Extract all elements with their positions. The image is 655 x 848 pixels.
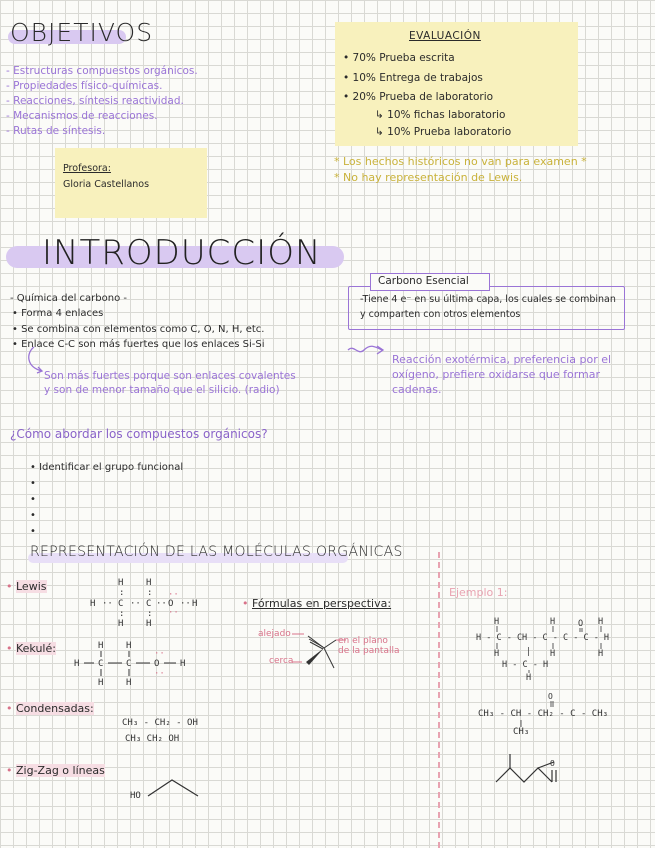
svg-text:··: ·· [102, 599, 113, 609]
eval-line: • 70% Prueba escrita [343, 52, 455, 64]
svg-text:H: H [146, 578, 152, 588]
kekule-label: • Kekulé: [6, 642, 56, 655]
list-item: • [30, 478, 36, 489]
svg-text:O: O [168, 599, 174, 609]
svg-text:O: O [548, 692, 553, 701]
plano-line: en el plano [338, 636, 388, 646]
svg-text:H: H [526, 673, 532, 683]
condensadas-label: • Condensadas: [6, 702, 94, 715]
svg-text:··: ·· [156, 599, 167, 609]
ejemplo-zigzag-diagram [492, 748, 582, 788]
svg-text:O: O [154, 659, 160, 669]
list-item: - Reacciones, síntesis reactividad. [6, 95, 184, 107]
svg-text:H: H [192, 599, 198, 609]
carbono-text: -Tiene 4 e⁻ en su última capa, los cuales se combinan y comparten con otros elementos [360, 294, 616, 320]
perspective-diagram [290, 628, 350, 672]
profesora-label: Profesora: [63, 163, 111, 174]
note-line: * Los hechos históricos no van para examen * [334, 155, 587, 168]
eval-line: • 20% Prueba de laboratorio [343, 91, 494, 103]
list-item: • Identificar el grupo funcional [30, 462, 184, 473]
list-item: • [30, 510, 36, 521]
question-list [30, 460, 183, 540]
svg-text:|: | [526, 647, 532, 657]
lewis-label: • Lewis [6, 580, 47, 593]
eval-line: • 10% Entrega de trabajos [343, 72, 483, 84]
svg-text:H: H [126, 678, 132, 688]
svg-text:H: H [118, 619, 124, 629]
perspectiva-label: • Fórmulas en perspectiva: [242, 597, 392, 610]
list-item: • [30, 494, 36, 505]
cerca-label: cerca [269, 656, 294, 666]
section-divider [438, 552, 440, 848]
svg-text:H: H [118, 578, 124, 588]
svg-text:C: C [98, 659, 104, 669]
zigzag-line-diagram [144, 776, 204, 802]
objetivos-title: OBJETIVOS [10, 18, 154, 47]
eval-line: ↳ 10% fichas laboratorio [375, 109, 506, 121]
note-line: * No hay representación de Lewis. [334, 171, 523, 184]
svg-text:H: H [126, 641, 132, 651]
svg-text:H: H [98, 678, 104, 688]
svg-text:O: O [550, 759, 555, 768]
intro-line: • Forma 4 enlaces [12, 308, 104, 319]
evaluacion-title: EVALUACIÓN [409, 30, 481, 42]
profesora-name: Gloria Castellanos [63, 179, 150, 190]
svg-text:H: H [550, 649, 556, 659]
arrow-icon [346, 342, 388, 358]
lewis-structure-diagram [86, 574, 206, 630]
svg-text:C: C [118, 599, 124, 609]
ejemplo-structure-diagram [474, 614, 634, 684]
reaccion-note: Reacción exotérmica, preferencia por el oxígeno, prefiere oxidarse que formar cadenas. [392, 353, 612, 396]
svg-text:H: H [90, 599, 96, 609]
kekule-text: Kekulé: [16, 642, 56, 655]
list-item: - Rutas de síntesis. [6, 125, 106, 137]
svg-text::: : [147, 588, 153, 598]
carbonyl-double-bond [544, 690, 564, 710]
representacion-title: REPRESENTACIÓN DE LAS MOLÉCULAS ORGÁNICAS [30, 544, 403, 560]
svg-text:H: H [494, 649, 500, 659]
objetivos-list [6, 64, 198, 139]
svg-text:C: C [146, 599, 152, 609]
kekule-structure-diagram [72, 638, 202, 690]
condensadas-text: Condensadas: [16, 702, 94, 715]
intro-line: • Enlace C-C son más fuertes que los enlaces Si-Si [12, 339, 265, 350]
svg-text:H: H [598, 649, 604, 659]
list-item: • [30, 526, 36, 537]
svg-text:H: H [494, 617, 500, 627]
ejemplo-ch3: CH₃ [513, 727, 530, 737]
svg-text:H - C - H: H - C - H [502, 660, 549, 670]
svg-text:··: ·· [180, 599, 191, 609]
explanation-note [44, 369, 296, 397]
lewis-text: Lewis [16, 580, 47, 593]
svg-text:H: H [146, 619, 152, 629]
svg-text::: : [119, 609, 125, 619]
list-item: - Propiedades físico-químicas. [6, 80, 163, 92]
question-title: ¿Cómo abordar los compuestos orgánicos? [10, 427, 268, 441]
condensed-formula: CH₃ CH₂ OH [125, 734, 180, 744]
zigzag-label: • Zig-Zag o líneas [6, 764, 105, 777]
explanation-line: y son de menor tamaño que el silicio. (radio) [44, 384, 280, 396]
svg-text:··: ·· [154, 669, 165, 679]
svg-text:··: ·· [168, 608, 179, 618]
svg-text:··: ·· [154, 649, 165, 659]
svg-text:H: H [550, 617, 556, 627]
svg-text:H: H [74, 659, 80, 669]
svg-text:··: ·· [130, 599, 141, 609]
svg-text:H: H [598, 617, 604, 627]
svg-text:O: O [578, 619, 584, 629]
zigzag-text: Zig-Zag o líneas [16, 764, 105, 777]
list-item: - Mecanismos de reacciones. [6, 110, 158, 122]
carbono-title: Carbono Esencial [378, 275, 469, 287]
svg-text::: : [147, 609, 153, 619]
zigzag-ho: HO [130, 791, 141, 801]
plano-line: de la pantalla [338, 646, 400, 656]
svg-text:H - C - CH - C - C - C - H: H - C - CH - C - C - C - H [476, 633, 610, 643]
alejado-label: alejado [258, 629, 291, 639]
explanation-line: Son más fuertes porque son enlaces covalentes [44, 370, 296, 382]
intro-line: • Se combina con elementos como C, O, N, H, etc. [12, 324, 265, 335]
perspectiva-text: Fórmulas en perspectiva: [252, 597, 392, 610]
introduccion-title: INTRODUCCIÓN [42, 233, 322, 273]
ejemplo-condensed-formula: CH₃ - CH - CH₂ - C - CH₃ [478, 709, 609, 719]
condensed-formula: CH₃ - CH₂ - OH [122, 718, 198, 728]
svg-text::: : [119, 588, 125, 598]
eval-line: ↳ 10% Prueba laboratorio [375, 126, 512, 138]
list-item: - Estructuras compuestos orgánicos. [6, 65, 198, 77]
bond-line [518, 719, 524, 729]
svg-text:C: C [126, 659, 132, 669]
svg-text:··: ·· [168, 590, 179, 600]
ejemplo-label: Ejemplo 1: [449, 586, 508, 599]
svg-text:H: H [180, 659, 186, 669]
svg-text:H: H [98, 641, 104, 651]
intro-line: - Química del carbono - [10, 293, 128, 304]
